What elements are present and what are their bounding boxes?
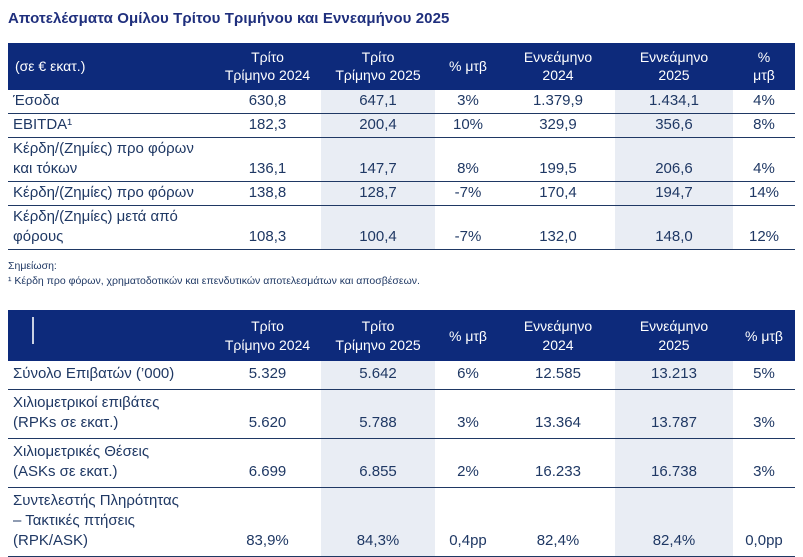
col-header-9m-2024: Εννεάμηνο 2024 [501,310,615,361]
cell-change-q: 2% [435,439,501,488]
cell-change-9m: 0,0pp [733,488,795,557]
cell-9m-2025: 356,6 [615,113,733,137]
cell-9m-2024: 170,4 [501,181,615,205]
table-row-profit-before-tax [8,181,795,205]
cell-q3-2025: 147,7 [321,137,435,181]
row-label: EBITDA¹ [8,113,214,137]
text-cursor-artifact [32,317,34,344]
cell-9m-2024: 16.233 [501,439,615,488]
row-label: Κέρδη/(Ζημίες) προ φόρων [8,181,214,205]
cell-q3-2024: 138,8 [214,181,321,205]
cell-q3-2024: 83,9% [214,488,321,557]
cell-change-q: 3% [435,390,501,439]
footnote-heading: Σημείωση: [8,259,57,272]
cell-q3-2025: 647,1 [321,90,435,114]
table-row-passengers [8,361,795,390]
page-title: Αποτελέσματα Ομίλου Τρίτου Τριμήνου και Εννεαμήνου 2025 [8,10,450,27]
cell-9m-2025: 194,7 [615,181,733,205]
cell-q3-2024: 108,3 [214,205,321,249]
cell-q3-2025: 5.788 [321,390,435,439]
table-row-rpks [8,390,795,439]
cell-9m-2025: 206,6 [615,137,733,181]
cell-9m-2024: 132,0 [501,205,615,249]
table-row-load-factor [8,488,795,557]
cell-9m-2024: 329,9 [501,113,615,137]
row-label: Έσοδα [8,90,214,114]
table-row-ebitda [8,113,795,137]
table-row-asks [8,439,795,488]
col-header-change-q: % μτβ [435,310,501,361]
cell-q3-2024: 630,8 [214,90,321,114]
footnote-text: ¹ Κέρδη προ φόρων, χρηματοδοτικών και επενδυτικών αποτελεσμάτων και αποσβέσεων. [8,275,420,288]
row-label: Κέρδη/(Ζημίες) μετά από φόρους [8,205,214,249]
col-header-q3-2025: Τρίτο Τρίμηνο 2025 [321,43,435,90]
cell-change-9m: 14% [733,181,795,205]
col-header-units: (σε € εκατ.) [8,43,214,90]
table-row-profit-after-tax [8,205,795,249]
cell-q3-2025: 200,4 [321,113,435,137]
cell-change-q: 0,4pp [435,488,501,557]
cell-q3-2025: 5.642 [321,361,435,390]
cell-change-q: 10% [435,113,501,137]
cell-q3-2025: 84,3% [321,488,435,557]
col-header-change-9m: % μτβ [733,310,795,361]
cell-9m-2024: 199,5 [501,137,615,181]
header-row [8,43,795,90]
cell-q3-2025: 128,7 [321,181,435,205]
cell-9m-2024: 1.379,9 [501,90,615,114]
cell-q3-2024: 6.699 [214,439,321,488]
cell-9m-2025: 16.738 [615,439,733,488]
footnote [8,259,795,289]
cell-change-q: 3% [435,90,501,114]
cell-change-9m: 3% [733,439,795,488]
cell-q3-2025: 100,4 [321,205,435,249]
cell-change-q: -7% [435,205,501,249]
row-label: Χιλιομετρικοί επιβάτες (RPKs σε εκατ.) [8,390,214,439]
row-label: Σύνολο Επιβατών (’000) [8,361,214,390]
col-header-q3-2024: Τρίτο Τρίμηνο 2024 [214,43,321,90]
cell-change-9m: 8% [733,113,795,137]
cell-9m-2024: 12.585 [501,361,615,390]
cell-9m-2025: 82,4% [615,488,733,557]
cell-9m-2025: 13.787 [615,390,733,439]
cell-change-q: 6% [435,361,501,390]
cell-change-9m: 3% [733,390,795,439]
cell-9m-2025: 1.434,1 [615,90,733,114]
col-header-9m-2025: Εννεάμηνο 2025 [615,43,733,90]
table-row-revenue [8,90,795,114]
col-header-q3-2024: Τρίτο Τρίμηνο 2024 [214,310,321,361]
cell-q3-2025: 6.855 [321,439,435,488]
col-header-change-9m: % μτβ [733,43,795,90]
cell-q3-2024: 182,3 [214,113,321,137]
traffic-results-table [8,310,795,557]
financial-table-header [8,43,795,90]
cell-q3-2024: 5.620 [214,390,321,439]
col-header-empty [8,310,214,361]
cell-q3-2024: 5.329 [214,361,321,390]
row-label: Χιλιομετρικές Θέσεις (ASKs σε εκατ.) [8,439,214,488]
cell-change-q: -7% [435,181,501,205]
cell-q3-2024: 136,1 [214,137,321,181]
financial-results-table [8,43,795,250]
cell-9m-2024: 82,4% [501,488,615,557]
cell-change-9m: 4% [733,137,795,181]
cell-9m-2025: 13.213 [615,361,733,390]
cell-change-9m: 5% [733,361,795,390]
col-header-q3-2025: Τρίτο Τρίμηνο 2025 [321,310,435,361]
col-header-change-q: % μτβ [435,43,501,90]
row-label: Κέρδη/(Ζημίες) προ φόρων και τόκων [8,137,214,181]
cell-change-9m: 12% [733,205,795,249]
header-row [8,310,795,361]
col-header-9m-2025: Εννεάμηνο 2025 [615,310,733,361]
table-row-ebit [8,137,795,181]
cell-9m-2025: 148,0 [615,205,733,249]
cell-change-q: 8% [435,137,501,181]
row-label: Συντελεστής Πληρότητας – Τακτικές πτήσεις (RPK/ASK) [8,488,214,557]
traffic-table-header [8,310,795,361]
cell-change-9m: 4% [733,90,795,114]
col-header-9m-2024: Εννεάμηνο 2024 [501,43,615,90]
cell-9m-2024: 13.364 [501,390,615,439]
